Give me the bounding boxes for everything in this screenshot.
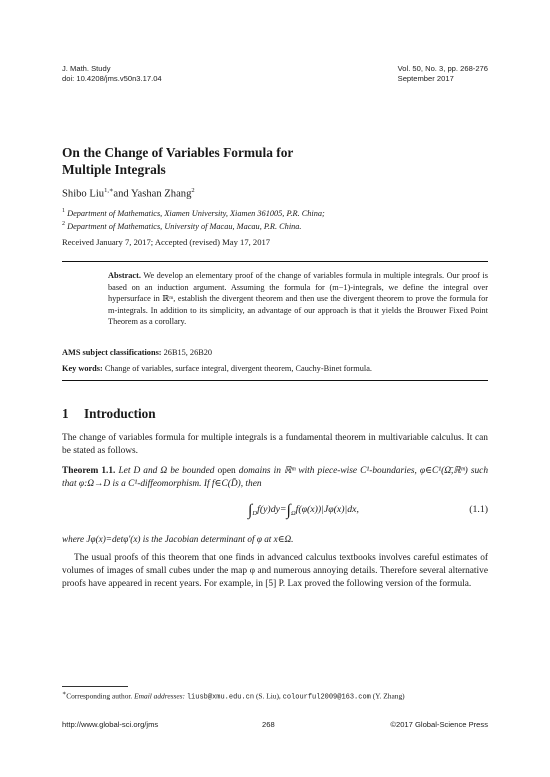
ams-label: AMS subject classifications: (62, 348, 162, 357)
ams-codes: 26B15, 26B20 (163, 348, 213, 357)
footer-copyright: ©2017 Global-Science Press (390, 720, 488, 729)
doi: doi: 10.4208/jms.v50n3.17.04 (62, 74, 162, 83)
footer-url[interactable]: http://www.global-sci.org/jms (62, 720, 159, 729)
theorem-text-b: domains in ℝᵐ with piece-wise C¹-boundaries, φ∈C¹(Ω̄,ℝᵐ) such that φ:Ω→D is a C¹-diffeomorphism. If f∈C(D̄), then (62, 466, 489, 489)
volume-info: Vol. 50, No. 3, pp. 268-276 (397, 64, 488, 73)
author-2: Yashan Zhang (130, 188, 192, 200)
email-2-owner: (Y. Zhang) (372, 691, 405, 701)
title-line-1: On the Change of Variables Formula for (62, 145, 294, 160)
equation-1-1 (62, 502, 488, 522)
section-number: 1 (62, 406, 69, 421)
domain-lhs: D (252, 509, 258, 517)
affiliation-1-num: 1 (62, 208, 65, 214)
footnote-rule (62, 686, 128, 687)
email-1-owner: (S. Liu), (255, 691, 281, 701)
equation-rhs: f(φ(x))|Jφ(x)|dx, (295, 504, 359, 515)
email-1[interactable]: liusb@xmu.edu.cn (186, 693, 255, 702)
affiliation-2-num: 2 (62, 221, 65, 228)
divider-top (62, 261, 488, 262)
issue-date: September 2017 (397, 74, 454, 83)
equation-number: (1.1) (469, 504, 488, 515)
running-header-left (62, 64, 162, 84)
theorem-open: open (217, 466, 236, 476)
ams-classification (62, 348, 212, 357)
keywords-text: Change of variables, surface integral, divergent theorem, Cauchy-Binet formula. (104, 364, 372, 373)
body-paragraph-2: The usual proofs of this theorem that one finds in advanced calculus textbooks involves careful estimates of volumes of images of small cubes under the map φ and numerous annoying details. Therefore several alternative proofs have appeared in recent years. For example, in [5] P. Lax proved the following version of the formula. (62, 553, 488, 589)
email-2[interactable]: colourful2009@163.com (282, 693, 371, 702)
affiliation-2 (62, 219, 325, 232)
page-number: 268 (262, 720, 275, 729)
domain-rhs: Ω (290, 509, 296, 517)
equation-lhs: f(y)dy= (257, 504, 287, 515)
author-1-sup: 1,∗ (104, 187, 114, 194)
affiliations (62, 206, 325, 233)
section-heading (62, 406, 156, 422)
section-title: Introduction (84, 406, 156, 421)
theorem-text-a: Let D and Ω be bounded (118, 466, 215, 476)
paper-title (62, 144, 482, 178)
received-date: Received January 7, 2017; Accepted (revised) May 17, 2017 (62, 237, 271, 247)
footnote-label: Corresponding author. (66, 691, 133, 701)
email-label: Email addresses: (134, 691, 185, 701)
intro-paragraph: The change of variables formula for multiple integrals is a fundamental theorem in multivariable calculus. It can be stated as follows. (62, 433, 488, 456)
equation-body (248, 502, 359, 520)
jacobian-definition: where Jφ(x)=detφ′(x) is the Jacobian determinant of φ at x∈Ω. (62, 534, 294, 544)
theorem-1-1 (62, 465, 488, 491)
affiliation-1 (62, 206, 325, 219)
running-header-right (398, 64, 488, 84)
abstract-text: We develop an elementary proof of the change of variables formula in multiple integrals. Our proof is based on an induction argument. Assuming the formula for (m−1)-integrals, we define the integral over hypersurface in ℝᵐ, establish the divergent theorem and then use the divergent theorem to prove the formula for m-integrals. In addition to its simplicity, an advantage of our approach is that it yields the Brouwer Fixed Point Theorem as a corollary. (108, 271, 488, 327)
abstract (108, 270, 488, 328)
keywords (62, 364, 372, 373)
integral-sign-rhs: ∫ (286, 502, 291, 519)
abstract-label: Abstract. (108, 271, 141, 280)
author-2-sup: 2 (191, 187, 195, 194)
author-1: Shibo Liu (62, 188, 105, 200)
integral-sign-lhs: ∫ (248, 502, 253, 519)
affiliation-2-text: Department of Mathematics, University of Macau, Macau, P.R. China. (67, 222, 302, 232)
footnote-mark: ∗ (62, 691, 67, 697)
author-sep: and (113, 188, 131, 200)
theorem-label: Theorem 1.1. (62, 466, 116, 476)
keywords-label: Key words: (62, 364, 103, 373)
journal-name: J. Math. Study (62, 64, 111, 73)
author-list (62, 186, 195, 200)
divider-bottom (62, 380, 488, 381)
affiliation-1-text: Department of Mathematics, Xiamen University, Xiamen 361005, P.R. China; (67, 208, 325, 218)
title-line-2: Multiple Integrals (62, 162, 166, 177)
footnote (62, 690, 405, 701)
